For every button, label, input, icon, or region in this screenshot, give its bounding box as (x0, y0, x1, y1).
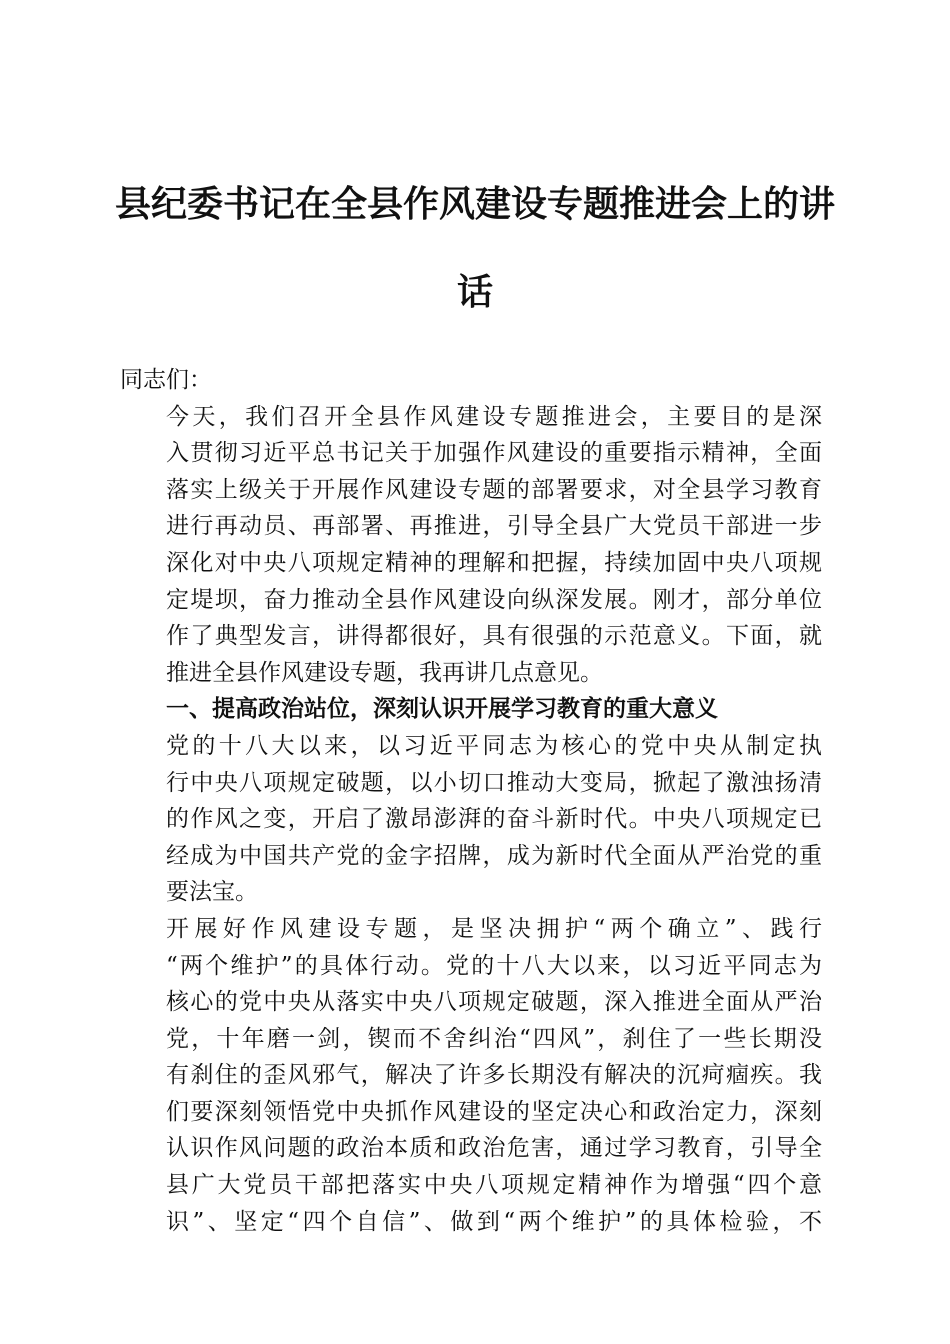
paragraph-line: 今天，我们召开全县作风建设专题推进会，主要目的是深 (166, 403, 822, 430)
paragraph-section-1b (120, 911, 822, 1240)
paragraph-line: 认识作风问题的政治本质和政治危害，通过学习教育，引导全 (166, 1135, 822, 1162)
paragraph-line: 落实上级关于开展作风建设专题的部署要求，对全县学习教育 (166, 476, 822, 503)
paragraph-line: 要法宝。 (166, 879, 258, 906)
paragraph-line: 作了典型发言，讲得都很好，具有很强的示范意义。下面，就 (166, 623, 822, 650)
paragraph-line: 经成为中国共产党的金字招牌，成为新时代全面从严治党的重 (166, 842, 822, 869)
paragraph-line: 党的十八大以来，以习近平同志为核心的党中央从制定执 (166, 732, 822, 759)
paragraph-line: 县广大党员干部把落实中央八项规定精神作为增强“四个意 (166, 1172, 822, 1199)
paragraph-line: 党，十年磨一剑，锲而不舍纠治“四风”，刹住了一些长期没 (166, 1025, 822, 1052)
paragraph-line: 行中央八项规定破题，以小切口推动大变局，掀起了激浊扬清 (166, 769, 822, 796)
paragraph-line: 定堤坝，奋力推动全县作风建设向纵深发展。刚才，部分单位 (166, 586, 822, 613)
paragraph-line: 进行再动员、再部署、再推进，引导全县广大党员干部进一步 (166, 513, 822, 540)
paragraph-line: 有刹住的歪风邪气，解决了许多长期没有解决的沉疴痼疾。我 (166, 1062, 822, 1089)
paragraph-line: 们要深刻领悟党中央抓作风建设的坚定决心和政治定力，深刻 (166, 1098, 822, 1125)
paragraph-line: “两个维护”的具体行动。党的十八大以来，以习近平同志为 (166, 952, 822, 979)
paragraph-line: 开展好作风建设专题，是坚决拥护“两个确立”、践行 (166, 915, 822, 942)
greeting: 同志们： (120, 367, 212, 393)
document-body (120, 362, 822, 1240)
title-line-2: 话 (456, 271, 493, 313)
section-heading-text: 一、提高政治站位，深刻认识开展学习教育的重大意义 (166, 696, 718, 723)
paragraph-line: 推进全县作风建设专题，我再讲几点意见。 (166, 659, 603, 686)
title-line-1: 县纪委书记在全县作风建设专题推进会上的讲 (114, 183, 835, 225)
paragraph-line: 的作风之变，开启了激昂澎湃的奋斗新时代。中央八项规定已 (166, 806, 822, 833)
paragraph-line: 深化对中央八项规定精神的理解和把握，持续加固中央八项规 (166, 549, 822, 576)
paragraph-line: 入贯彻习近平总书记关于加强作风建设的重要指示精神，全面 (166, 440, 822, 467)
paragraph-section-1a (120, 728, 822, 911)
paragraph-line: 识”、坚定“四个自信”、做到“两个维护”的具体检验，不 (166, 1208, 822, 1235)
section-heading (120, 691, 822, 728)
paragraph-line: 核心的党中央从落实中央八项规定破题，深入推进全面从严治 (166, 989, 822, 1016)
paragraph-intro (120, 399, 822, 692)
page-title (112, 160, 838, 336)
